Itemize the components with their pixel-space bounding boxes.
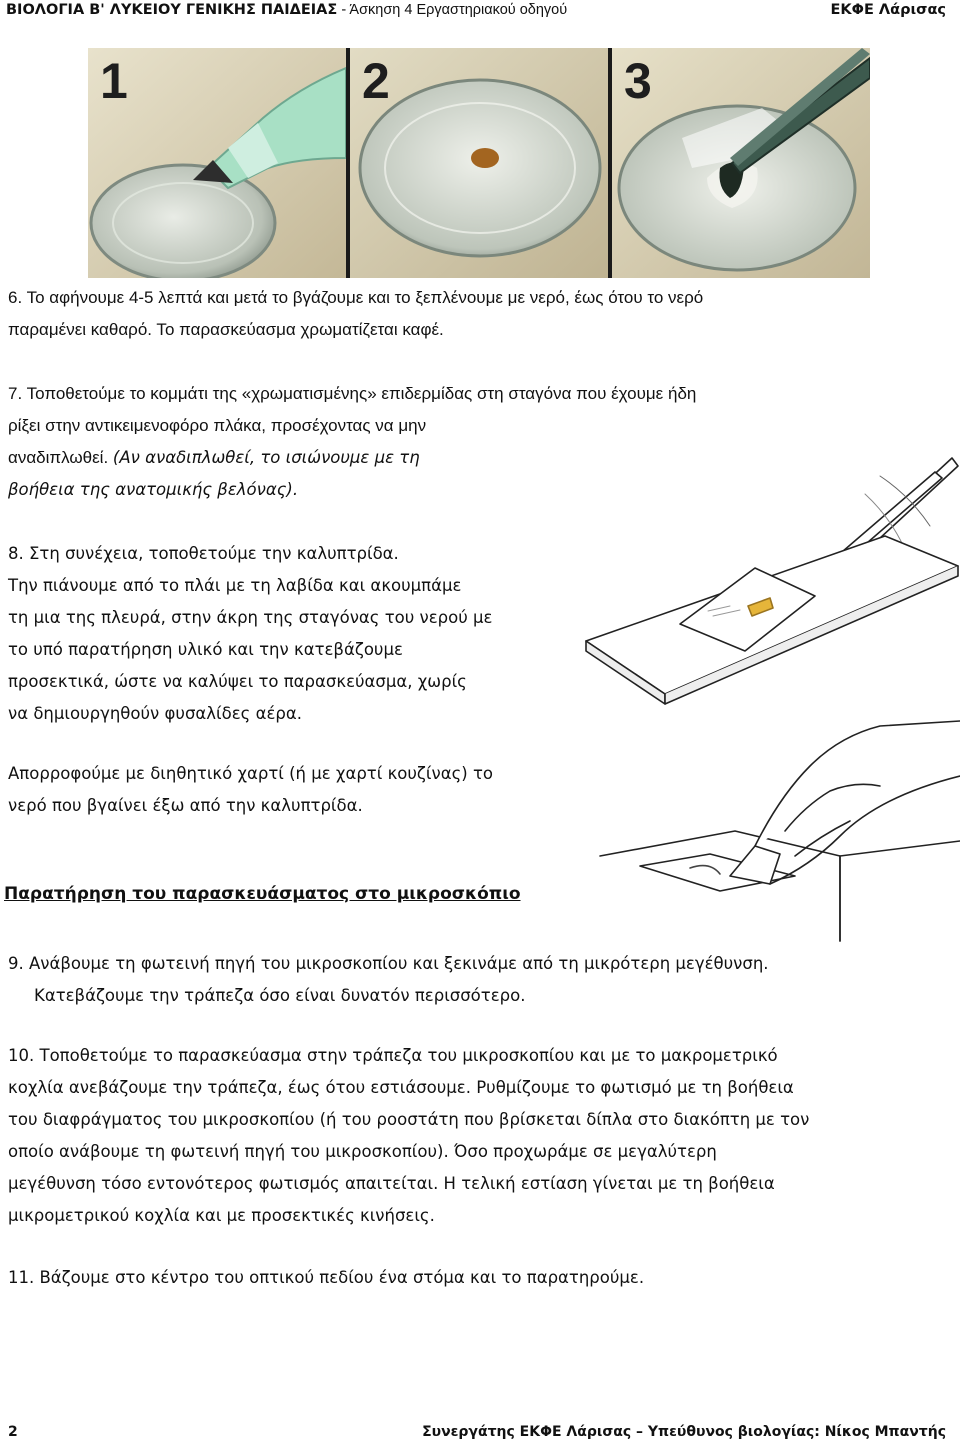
step-10-line-4: οποίο ανάβουμε τη φωτεινή πηγή του μικροσκοπίου). Όσο προχωράμε σε μεγαλύτερη: [8, 1142, 717, 1161]
step-10-line-3: του διαφράγματος του μικροσκοπίου (ή του ροοστάτη που βρίσκεται δίπλα στο διακόπτη με τον: [8, 1110, 810, 1129]
absorb-line-2: νερό που βγαίνει έξω από την καλυπτρίδα.: [8, 796, 363, 815]
step-6-line-2: παραμένει καθαρό. Το παρασκεύασμα χρωματίζεται καφέ.: [8, 320, 444, 339]
header-org: ΕΚΦΕ Λάρισας: [830, 2, 946, 18]
step-6-line-1: 6. Το αφήνουμε 4-5 λεπτά και μετά το βγάζουμε και το ξεπλένουμε με νερό, έως ότου το νερό: [8, 288, 704, 307]
photo-number: 3: [624, 53, 652, 109]
step-7-note: (Αν αναδιπλωθεί, το ισιώνουμε με τη: [112, 448, 420, 467]
header-subtitle: - Άσκηση 4 Εργαστηριακού οδηγού: [337, 2, 568, 18]
step-7-note-cont: βοήθεια της ανατομικής βελόνας).: [8, 480, 299, 499]
step-8-line-1: 8. Στη συνέχεια, τοποθετούμε την καλυπτρίδα.: [8, 544, 399, 563]
step-8-line-4: το υπό παρατήρηση υλικό και την κατεβάζουμε: [8, 640, 403, 659]
photo-2: [350, 48, 608, 278]
step-10-line-1: 10. Τοποθετούμε το παρασκεύασμα στην τράπεζα του μικροσκοπίου και με το μακρομετρικό: [8, 1046, 778, 1065]
absorb-line-1: Απορροφούμε με διηθητικό χαρτί (ή με χαρτί κουζίνας) το: [8, 764, 493, 783]
page-number: 2: [8, 1424, 18, 1440]
step-10-line-2: κοχλία ανεβάζουμε την τράπεζα, έως ότου εστιάσουμε. Ρυθμίζουμε το φωτισμό με τη βοήθεια: [8, 1078, 794, 1097]
header-title: ΒΙΟΛΟΓΙΑ Β' ΛΥΚΕΙΟΥ ΓΕΝΙΚΗΣ ΠΑΙΔΕΙΑΣ: [6, 2, 338, 18]
step-7-line-2: ρίξει στην αντικειμενοφόρο πλάκα, προσέχοντας να μην: [8, 416, 427, 435]
step-8-line-2: Την πιάνουμε από το πλάι με τη λαβίδα και ακουμπάμε: [8, 576, 462, 595]
step-9-line-1: 9. Ανάβουμε τη φωτεινή πηγή του μικροσκοπίου και ξεκινάμε από τη μικρότερη μεγέθυνση.: [8, 954, 769, 973]
step-7-text: αναδιπλωθεί.: [8, 448, 109, 467]
photo-strip: [88, 48, 870, 278]
step-8-line-3: τη μια της πλευρά, στην άκρη της σταγόνας του νερού με: [8, 608, 493, 627]
section-heading: Παρατήρηση του παρασκευάσματος στο μικροσκόπιο: [4, 884, 521, 904]
step-11: 11. Βάζουμε στο κέντρο του οπτικού πεδίου ένα στόμα και το παρατηρούμε.: [8, 1268, 645, 1287]
step-8-line-5: προσεκτικά, ώστε να καλύψει το παρασκεύασμα, χωρίς: [8, 672, 467, 691]
step-7-line-1: 7. Τοποθετούμε το κομμάτι της «χρωματισμένης» επιδερμίδας στη σταγόνα που έχουμε ήδη: [8, 384, 697, 403]
photo-number: 2: [362, 53, 390, 109]
photo-1: [88, 48, 346, 278]
photo-number: 1: [100, 53, 128, 109]
page-header-title: [6, 2, 567, 18]
step-7-line-3: [8, 442, 420, 474]
coverslip-illustration: [580, 436, 960, 948]
step-10-line-5: μεγέθυνση τόσο εντονότερος φωτισμός απαιτείται. Η τελική εστίαση γίνεται με τη βοήθεια: [8, 1174, 775, 1193]
step-8-line-6: να δημιουργηθούν φυσαλίδες αέρα.: [8, 704, 302, 723]
footer-credit: Συνεργάτης ΕΚΦΕ Λάρισας – Υπεύθυνος βιολογίας: Νίκος Μπαντής: [422, 1424, 946, 1440]
photo-3: [612, 48, 870, 278]
step-9-line-2: Κατεβάζουμε την τράπεζα όσο είναι δυνατόν περισσότερο.: [34, 986, 526, 1005]
step-10-line-6: μικρομετρικού κοχλία και με προσεκτικές κινήσεις.: [8, 1206, 435, 1225]
